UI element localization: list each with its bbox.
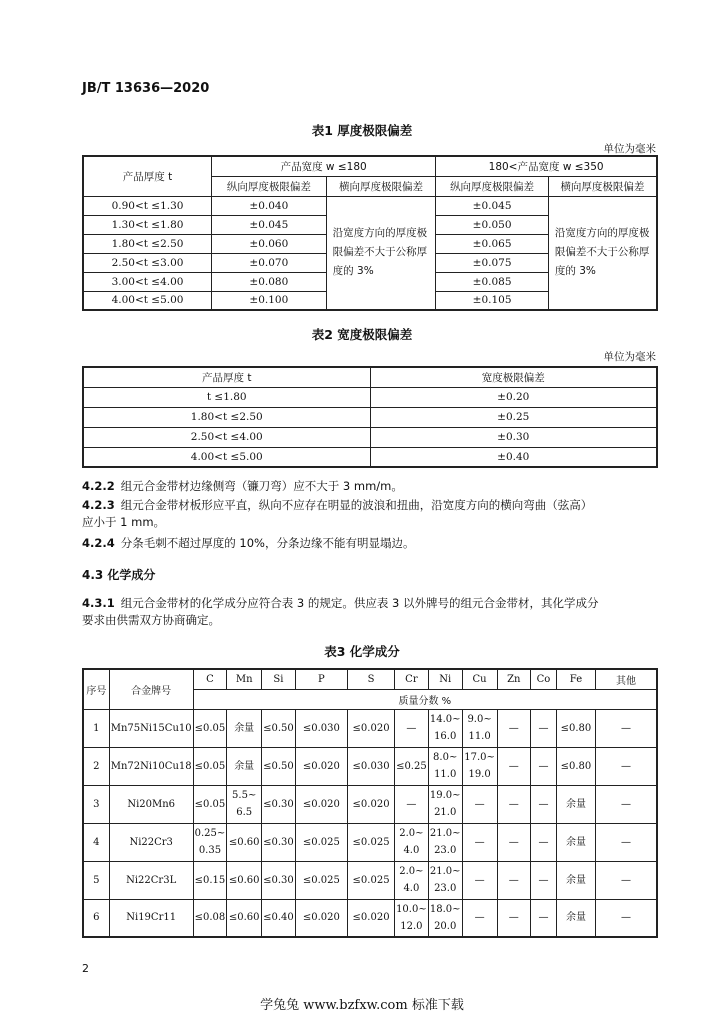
- t1-row-long-1: ±0.040: [212, 196, 327, 215]
- t3-cell: 8.0~ 11.0: [428, 747, 462, 785]
- t3-col-element: 其他: [596, 669, 657, 689]
- t3-cell: —: [596, 899, 657, 937]
- clause-number: 4.3.1: [82, 596, 115, 610]
- t1-sub-trans-1: 横向厚度极限偏差: [326, 176, 436, 196]
- t2-row-deviation: ±0.40: [370, 447, 657, 467]
- t2-col-thickness: 产品厚度 t: [83, 367, 370, 387]
- t3-cell: —: [596, 861, 657, 899]
- table2: [82, 366, 658, 468]
- t3-cell: 18.0~ 20.0: [428, 899, 462, 937]
- t3-cell: —: [395, 785, 429, 823]
- clause-text: 组元合金带材的化学成分应符合表 3 的规定。供应表 3 以外牌号的组元合金带材，其化学成分: [120, 596, 599, 610]
- t3-cell: ≤0.30: [262, 785, 296, 823]
- clause-number: 4.2.3: [82, 498, 115, 512]
- t3-cell: 5.5~ 6.5: [227, 785, 262, 823]
- t1-sub-long-2: 纵向厚度极限偏差: [436, 176, 549, 196]
- t3-cell: 19.0~ 21.0: [428, 785, 462, 823]
- t3-cell: ≤0.50: [262, 747, 296, 785]
- table3-caption: 表3 化学成分: [324, 644, 400, 659]
- t3-cell: ≤0.020: [295, 899, 347, 937]
- table1: [82, 155, 658, 311]
- t3-cell: —: [531, 709, 557, 747]
- clause-text: 组元合金带材板形应平直，纵向不应存在明显的波浪和扭曲，沿宽度方向的横向弯曲（弦高）: [120, 498, 593, 512]
- clause-text: 组元合金带材边缘侧弯（镰刀弯）应不大于 3 mm/m。: [120, 479, 403, 493]
- t1-row-long-1: ±0.070: [212, 253, 327, 272]
- t1-row-long-2: ±0.050: [436, 215, 549, 234]
- t1-row-long-2: ±0.105: [436, 291, 549, 310]
- t3-cell: ≤0.25: [395, 747, 429, 785]
- t3-cell: 9.0~ 11.0: [462, 709, 497, 747]
- t3-cell: 10.0~ 12.0: [395, 899, 429, 937]
- t3-cell: 2.0~ 4.0: [395, 823, 429, 861]
- table1-caption: 表1 厚度极限偏差: [311, 123, 413, 138]
- t3-cell: ≤0.05: [193, 785, 227, 823]
- t2-row-deviation: ±0.25: [370, 407, 657, 427]
- t3-cell: 余量: [556, 861, 595, 899]
- t3-cell: ≤0.020: [295, 747, 347, 785]
- t3-cell: —: [395, 709, 429, 747]
- t3-col-element: Fe: [556, 669, 595, 689]
- t2-row-thickness: t ≤1.80: [83, 387, 370, 407]
- t3-cell: 2.0~ 4.0: [395, 861, 429, 899]
- t3-cell: —: [462, 861, 497, 899]
- t3-cell: —: [497, 823, 531, 861]
- t3-cell: —: [497, 899, 531, 937]
- t2-row-thickness: 1.80<t ≤2.50: [83, 407, 370, 427]
- t3-cell: ≤0.025: [295, 823, 347, 861]
- t3-cell: —: [596, 785, 657, 823]
- t3-cell: 14.0~ 16.0: [428, 709, 462, 747]
- t1-row-thickness: 1.30<t ≤1.80: [83, 215, 212, 234]
- footer-watermark: 学兔兔 www.bzfxw.com 标准下载: [260, 998, 464, 1013]
- t3-cell: —: [462, 899, 497, 937]
- t3-cell: ≤0.60: [227, 823, 262, 861]
- t3-col-element: Co: [531, 669, 557, 689]
- t3-cell: —: [497, 785, 531, 823]
- document-header: JB/T 13636—2020: [82, 81, 210, 96]
- t2-col-deviation: 宽度极限偏差: [370, 367, 657, 387]
- t1-row-thickness: 4.00<t ≤5.00: [83, 291, 212, 310]
- t3-mass-fraction-label: 质量分数 %: [193, 689, 657, 709]
- t3-cell: 0.25~ 0.35: [193, 823, 227, 861]
- table-row: [83, 785, 657, 823]
- t1-note-2: 沿宽度方向的厚度极限偏差不大于公称厚度的 3%: [548, 196, 657, 310]
- t3-cell: ≤0.40: [262, 899, 296, 937]
- t1-note-1: 沿宽度方向的厚度极限偏差不大于公称厚度的 3%: [326, 196, 436, 310]
- t3-col-element: Si: [262, 669, 296, 689]
- t3-cell: ≤0.30: [262, 823, 296, 861]
- table-row: [83, 899, 657, 937]
- t1-row-long-2: ±0.045: [436, 196, 549, 215]
- t1-row-thickness: 0.90<t ≤1.30: [83, 196, 212, 215]
- t3-cell: ≤0.020: [295, 785, 347, 823]
- t3-col-element: Ni: [428, 669, 462, 689]
- t1-row-long-1: ±0.045: [212, 215, 327, 234]
- page-number: 2: [82, 962, 89, 975]
- t3-row-no: 1: [83, 709, 109, 747]
- t3-row-grade: Ni19Cr11: [109, 899, 193, 937]
- t3-cell: —: [531, 861, 557, 899]
- t3-row-no: 5: [83, 861, 109, 899]
- t3-row-grade: Ni20Mn6: [109, 785, 193, 823]
- t3-cell: ≤0.05: [193, 709, 227, 747]
- t3-cell: ≤0.025: [348, 823, 395, 861]
- table2-unit: 单位为毫米: [603, 351, 656, 363]
- t3-cell: ≤0.020: [348, 709, 395, 747]
- clause-text: 分条毛刺不超过厚度的 10%，分条边缘不能有明显塌边。: [120, 536, 415, 550]
- t1-group-1: 产品宽度 w ≤180: [212, 156, 436, 176]
- t3-col-element: Mn: [227, 669, 262, 689]
- t3-col-element: Cu: [462, 669, 497, 689]
- t3-row-no: 6: [83, 899, 109, 937]
- t3-row-no: 2: [83, 747, 109, 785]
- t3-col-element: Zn: [497, 669, 531, 689]
- t3-cell: 21.0~ 23.0: [428, 823, 462, 861]
- t3-col-no: 序号: [83, 669, 109, 709]
- t3-cell: ≤0.60: [227, 861, 262, 899]
- t1-row-long-1: ±0.080: [212, 272, 327, 291]
- t1-group-2: 180<产品宽度 w ≤350: [436, 156, 657, 176]
- t3-row-grade: Ni22Cr3L: [109, 861, 193, 899]
- t3-cell: —: [531, 785, 557, 823]
- t1-row-long-2: ±0.075: [436, 253, 549, 272]
- t3-col-element: Cr: [395, 669, 429, 689]
- t3-col-element: C: [193, 669, 227, 689]
- t3-cell: 21.0~ 23.0: [428, 861, 462, 899]
- t3-col-element: S: [348, 669, 395, 689]
- t2-row-deviation: ±0.20: [370, 387, 657, 407]
- t3-cell: ≤0.60: [227, 899, 262, 937]
- t2-row-deviation: ±0.30: [370, 427, 657, 447]
- t3-cell: ≤0.025: [348, 861, 395, 899]
- t1-row-long-1: ±0.060: [212, 234, 327, 253]
- t3-cell: ≤0.05: [193, 747, 227, 785]
- t3-cell: ≤0.030: [348, 747, 395, 785]
- t3-row-grade: Mn75Ni15Cu10: [109, 709, 193, 747]
- clause-number: 4.2.4: [82, 536, 115, 550]
- table-row: [83, 747, 657, 785]
- t3-cell: —: [531, 899, 557, 937]
- t3-cell: ≤0.020: [348, 899, 395, 937]
- t3-cell: —: [462, 785, 497, 823]
- t3-cell: ≤0.80: [556, 747, 595, 785]
- t1-sub-trans-2: 横向厚度极限偏差: [548, 176, 657, 196]
- section-4-3-heading: 4.3 化学成分: [82, 568, 156, 582]
- t2-row-thickness: 2.50<t ≤4.00: [83, 427, 370, 447]
- t1-row-long-1: ±0.100: [212, 291, 327, 310]
- t3-row-grade: Ni22Cr3: [109, 823, 193, 861]
- t3-cell: —: [462, 823, 497, 861]
- t3-cell: ≤0.50: [262, 709, 296, 747]
- t3-cell: ≤0.025: [295, 861, 347, 899]
- t3-col-grade: 合金牌号: [109, 669, 193, 709]
- t3-cell: ≤0.030: [295, 709, 347, 747]
- t1-col-thickness: 产品厚度 t: [83, 156, 212, 196]
- table-row: [83, 709, 657, 747]
- clause-4-2-3: [82, 497, 662, 531]
- clause-number: 4.2.2: [82, 479, 115, 493]
- t1-row-thickness: 2.50<t ≤3.00: [83, 253, 212, 272]
- t3-cell: 余量: [227, 709, 262, 747]
- table3: [82, 668, 658, 938]
- table1-unit: 单位为毫米: [603, 143, 656, 155]
- clause-4-2-4: [82, 535, 662, 552]
- clause-text-continued: 要求由供需双方协商确定。: [82, 613, 220, 627]
- t3-cell: ≤0.80: [556, 709, 595, 747]
- table2-caption: 表2 宽度极限偏差: [311, 327, 413, 342]
- t3-cell: —: [497, 747, 531, 785]
- t3-cell: 余量: [556, 785, 595, 823]
- clause-text-continued: 应小于 1 mm。: [82, 515, 166, 529]
- t3-cell: —: [531, 823, 557, 861]
- t3-cell: ≤0.30: [262, 861, 296, 899]
- t3-cell: —: [497, 709, 531, 747]
- t3-cell: —: [596, 747, 657, 785]
- t3-cell: —: [596, 709, 657, 747]
- t1-row-thickness: 1.80<t ≤2.50: [83, 234, 212, 253]
- t3-cell: —: [596, 823, 657, 861]
- t3-cell: ≤0.08: [193, 899, 227, 937]
- t3-row-no: 4: [83, 823, 109, 861]
- t3-row-no: 3: [83, 785, 109, 823]
- clause-4-3-1: [82, 595, 662, 629]
- t3-cell: 17.0~ 19.0: [462, 747, 497, 785]
- t1-row-long-2: ±0.085: [436, 272, 549, 291]
- t3-cell: 余量: [556, 899, 595, 937]
- t3-cell: ≤0.15: [193, 861, 227, 899]
- t3-cell: ≤0.020: [348, 785, 395, 823]
- clause-4-2-2: [82, 478, 662, 495]
- t3-col-element: P: [295, 669, 347, 689]
- t3-cell: 余量: [556, 823, 595, 861]
- t2-row-thickness: 4.00<t ≤5.00: [83, 447, 370, 467]
- t1-sub-long-1: 纵向厚度极限偏差: [212, 176, 327, 196]
- table-row: [83, 823, 657, 861]
- t1-row-long-2: ±0.065: [436, 234, 549, 253]
- table-row: [83, 861, 657, 899]
- t1-row-thickness: 3.00<t ≤4.00: [83, 272, 212, 291]
- t3-cell: —: [497, 861, 531, 899]
- t3-cell: —: [531, 747, 557, 785]
- t3-row-grade: Mn72Ni10Cu18: [109, 747, 193, 785]
- t3-cell: 余量: [227, 747, 262, 785]
